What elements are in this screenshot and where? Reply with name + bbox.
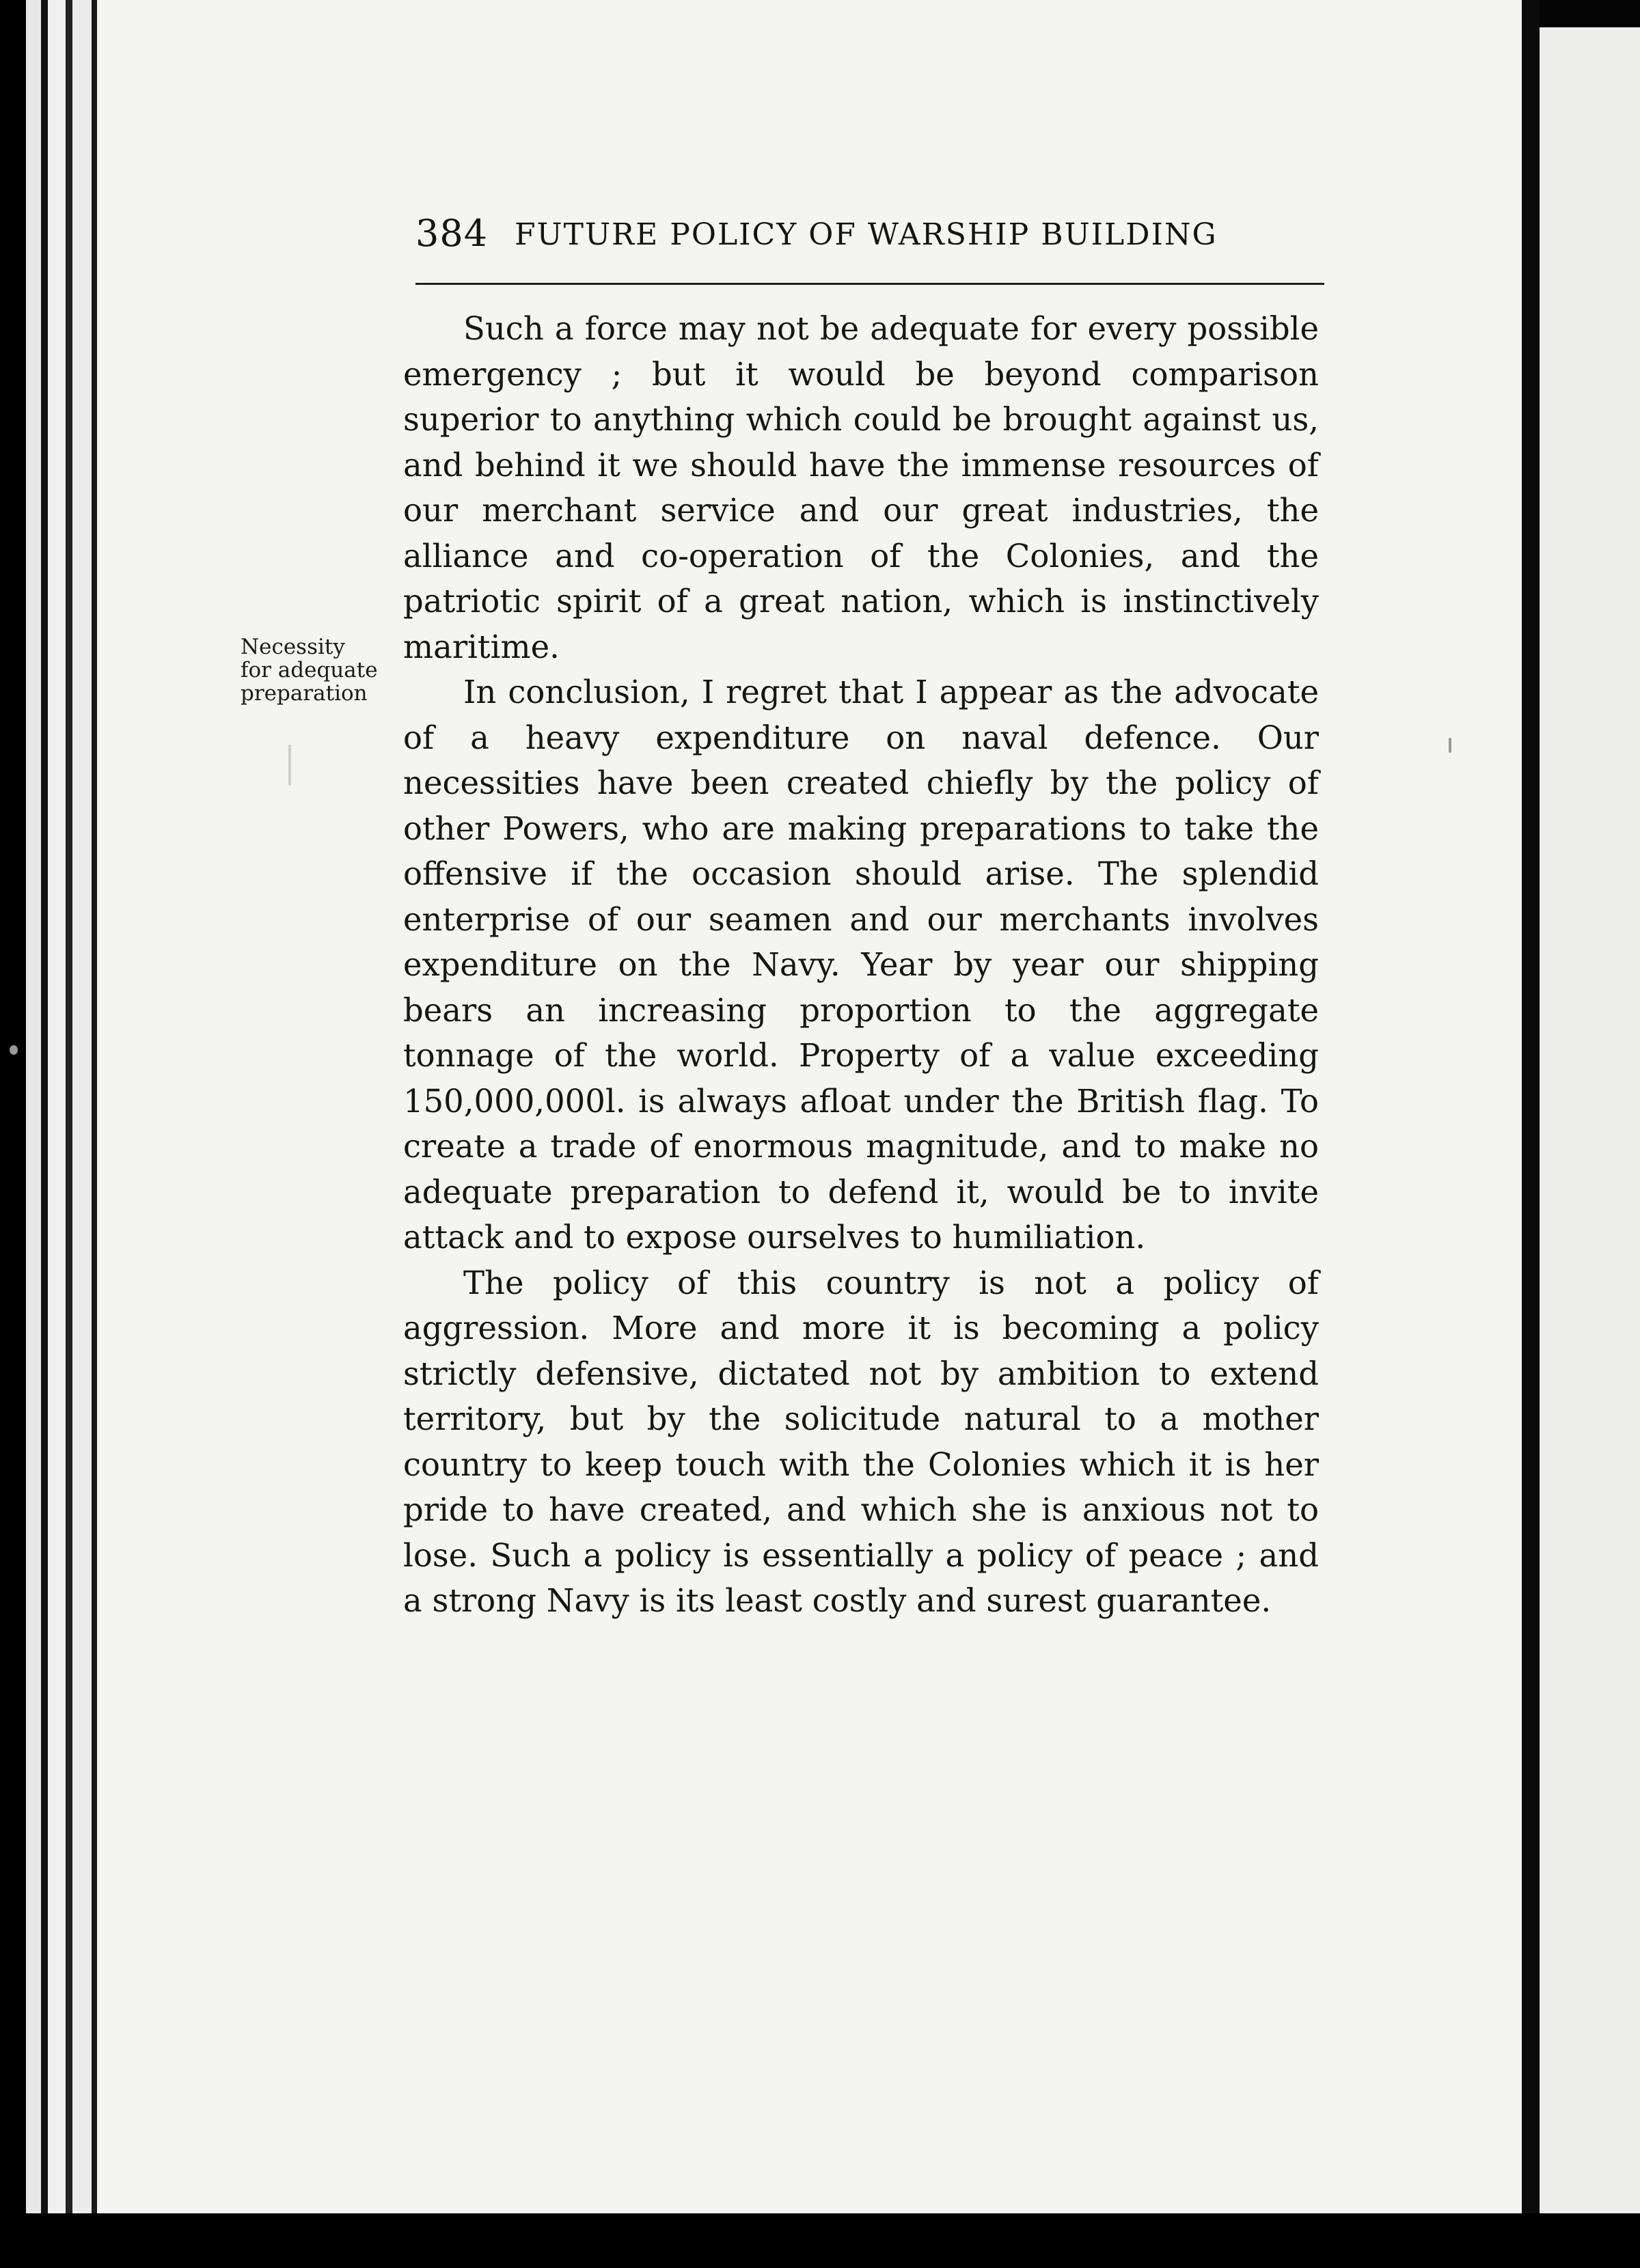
scan-speck [288,745,291,786]
paragraph: In conclusion, I regret that I appear as the advocate of a heavy expenditure on naval defence. Our necessities have been created chiefly by the policy of other Powers, who are making preparations to take the offensive if the occasion should arise. The splendid enterprise of our seamen and our merchants involves expenditure on the Navy. Year by year our shipping bears an increasing proportion to the aggregate tonnage of the world. Property of a value exceeding 150,000,000l. is always afloat under the British flag. To create a trade of enormous magnitude, and to make no adequate preparation to defend it, would be to invite attack and to expose ourselves to humiliation. [403,674,1319,1256]
scan-speck [10,1045,18,1055]
paragraph: The policy of this country is not a policy of aggression. More and more it is becoming a policy strictly defensive, dictated not by ambition to extend territory, but by the solicitude natural to a mother country to keep touch with the Colonies which it is her pride to have created, and which she is anxious not to lose. Such a policy is essentially a policy of peace ; and a strong Navy is its least costly and surest guarantee. [403,1264,1319,1619]
scan-bottom-edge [0,2213,1640,2268]
margin-note [241,635,398,705]
binding-strip [66,0,72,2268]
running-header [415,212,1324,280]
binding-strip [92,0,97,2268]
binding-strip [48,0,66,2268]
body-text [403,306,1319,1624]
running-title: FUTURE POLICY OF WARSHIP BUILDING [515,217,1218,252]
page-gutter [1522,0,1540,2213]
page-number: 384 [415,212,489,255]
binding-strip [72,0,92,2268]
margin-note-line: Necessity [241,635,345,659]
binding-strip [26,0,41,2268]
scan-speck [1449,738,1451,753]
adjacent-page-edge [1540,27,1640,2213]
paragraph: Such a force may not be adequate for every possible emergency ; but it would be beyond comparison superior to anything which could be brought against us, and behind it we should have the immense resources of our merchant service and our great industries, the alliance and co-operation of the Colonies, and the patriotic spirit of a great nation, which is instinctively maritime. [403,310,1319,665]
binding-strip [0,0,26,2268]
header-rule [415,283,1324,285]
margin-note-line: preparation [241,681,368,706]
binding-strip [41,0,48,2268]
margin-note-line: for adequate [241,658,378,682]
